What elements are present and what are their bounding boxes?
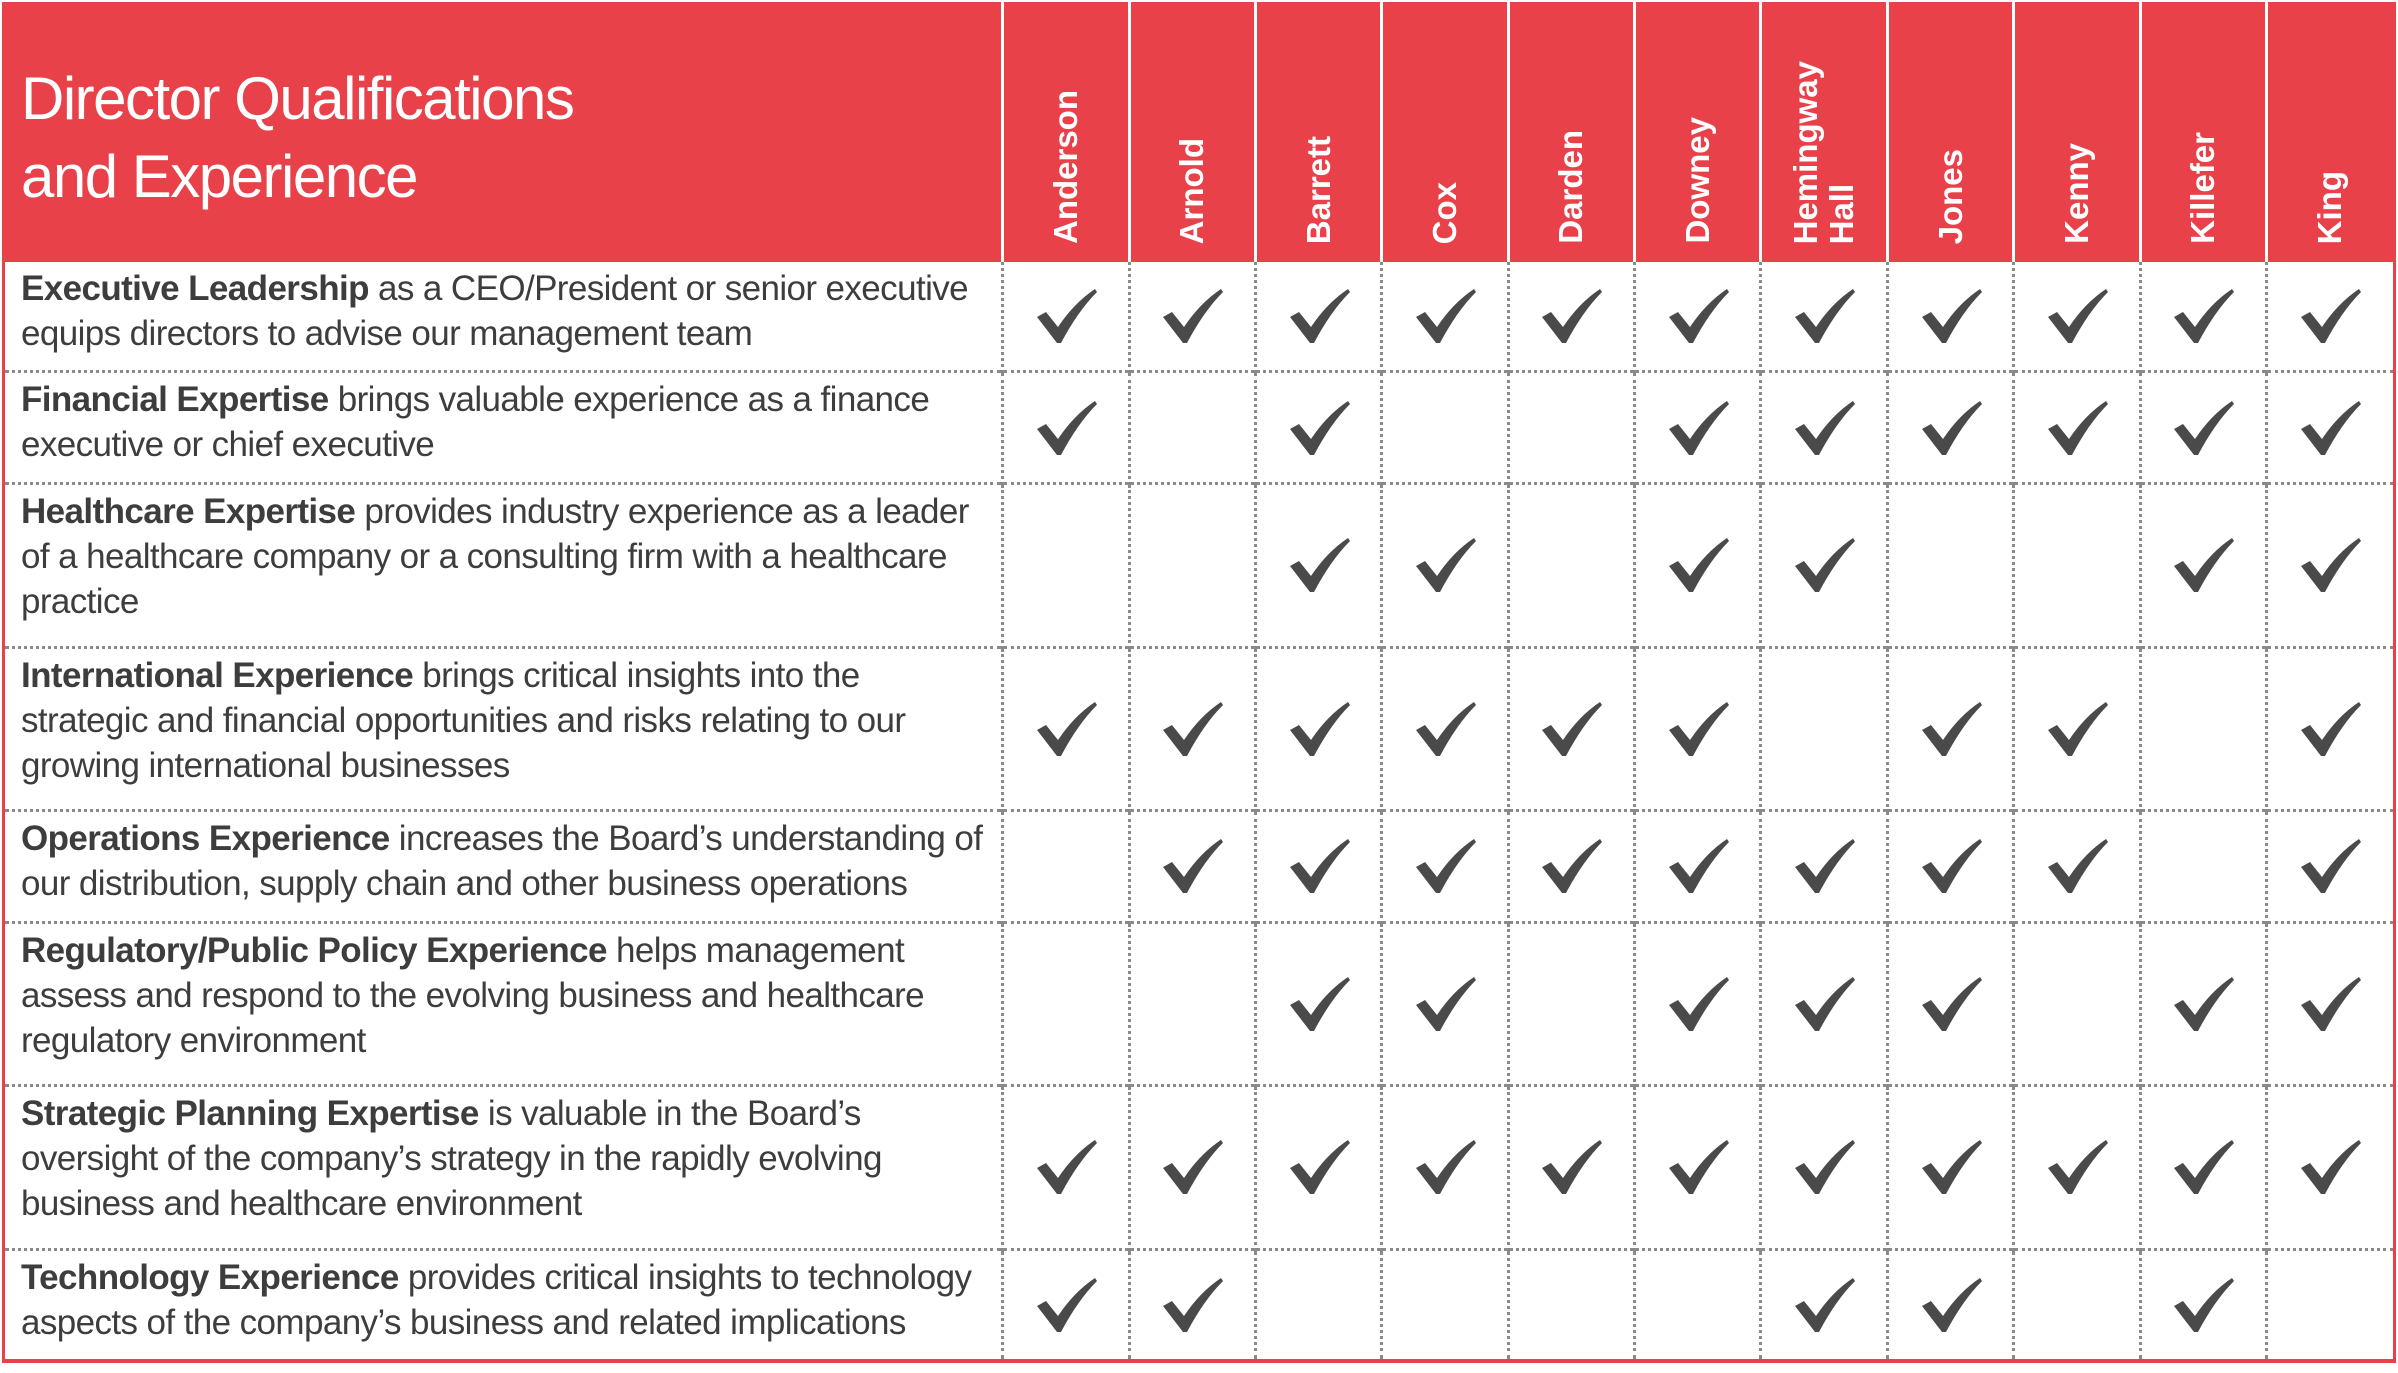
- check-cell: [1761, 262, 1887, 372]
- check-cell: [2266, 1086, 2393, 1249]
- check-cell: [1887, 372, 2013, 484]
- check-cell: [1761, 647, 1887, 810]
- checkmark-icon: [1919, 1276, 1983, 1334]
- check-cell: [1761, 372, 1887, 484]
- checkmark-icon: [1539, 837, 1603, 895]
- checkmark-icon: [2298, 837, 2362, 895]
- director-name: Anderson: [1046, 89, 1084, 244]
- qualification-detail: as a CEO/President or senior executive equips directors to advise our management team: [21, 269, 969, 353]
- checkmark-icon: [1666, 1138, 1730, 1196]
- check-cell: [2140, 484, 2266, 647]
- check-cell: [1635, 1249, 1761, 1359]
- checkmark-icon: [1287, 975, 1351, 1033]
- check-cell: [1129, 647, 1255, 810]
- qualification-row-international-experience: [5, 647, 2393, 810]
- check-cell: [1382, 922, 1508, 1085]
- check-cell: [1887, 922, 2013, 1085]
- checkmark-icon: [2171, 536, 2235, 594]
- check-cell: [1255, 262, 1381, 372]
- check-cell: [1255, 1086, 1381, 1249]
- check-cell: [1508, 810, 1634, 922]
- check-cell: [1382, 262, 1508, 372]
- checkmark-icon: [1413, 536, 1477, 594]
- check-cell: [1382, 372, 1508, 484]
- check-cell: [2014, 372, 2140, 484]
- check-cell: [1382, 810, 1508, 922]
- qualification-name: International Experience: [21, 655, 414, 695]
- check-cell: [2014, 810, 2140, 922]
- checkmark-icon: [1413, 700, 1477, 758]
- check-cell: [1635, 372, 1761, 484]
- check-cell: [1508, 647, 1634, 810]
- checkmark-icon: [1160, 1138, 1224, 1196]
- checkmark-icon: [1792, 837, 1856, 895]
- qualification-row-operations-experience: [5, 810, 2393, 922]
- checkmark-icon: [1539, 287, 1603, 345]
- checkmark-icon: [1919, 700, 1983, 758]
- matrix-body: [5, 262, 2393, 1359]
- checkmark-icon: [1413, 975, 1477, 1033]
- checkmark-icon: [2298, 536, 2362, 594]
- director-header: [2266, 2, 2393, 262]
- check-cell: [2140, 647, 2266, 810]
- check-cell: [1887, 262, 2013, 372]
- check-cell: [2266, 372, 2393, 484]
- director-name: Darden: [1552, 130, 1590, 244]
- director-header-wrap: [2268, 2, 2393, 262]
- checkmark-icon: [1413, 837, 1477, 895]
- checkmark-icon: [1919, 399, 1983, 457]
- qualification-detail: is valuable in the Board’s oversight of the company’s strategy in the rapidly evolving business and healthcare environment: [21, 1094, 882, 1224]
- checkmark-icon: [1287, 837, 1351, 895]
- checkmark-icon: [1666, 975, 1730, 1033]
- check-cell: [1129, 484, 1255, 647]
- checkmark-icon: [1160, 837, 1224, 895]
- qualification-name: Strategic Planning Expertise: [21, 1094, 479, 1134]
- check-cell: [1003, 262, 1129, 372]
- checkmark-icon: [1287, 1138, 1351, 1196]
- check-cell: [1255, 1249, 1381, 1359]
- checkmark-icon: [1034, 700, 1098, 758]
- title-cell: [5, 2, 1003, 262]
- checkmark-icon: [1160, 1276, 1224, 1334]
- checkmark-icon: [1792, 399, 1856, 457]
- checkmark-icon: [1287, 399, 1351, 457]
- checkmark-icon: [1792, 287, 1856, 345]
- checkmark-icon: [1792, 975, 1856, 1033]
- check-cell: [1255, 484, 1381, 647]
- check-cell: [1635, 484, 1761, 647]
- director-header: [1255, 2, 1381, 262]
- qualification-name: Operations Experience: [21, 818, 390, 858]
- check-cell: [1003, 647, 1129, 810]
- check-cell: [1255, 372, 1381, 484]
- check-cell: [1761, 810, 1887, 922]
- director-name: King: [2311, 170, 2349, 244]
- checkmark-icon: [1792, 1138, 1856, 1196]
- check-cell: [1508, 922, 1634, 1085]
- qualification-detail: brings critical insights into the strategic and financial opportunities and risks relating to our growing international businesses: [21, 655, 906, 785]
- check-cell: [1508, 484, 1634, 647]
- qualification-row-regulatory-public-policy-experience: [5, 922, 2393, 1085]
- check-cell: [2140, 922, 2266, 1085]
- director-header: [1887, 2, 2013, 262]
- director-header: [1761, 2, 1887, 262]
- checkmark-icon: [1919, 837, 1983, 895]
- checkmark-icon: [2298, 287, 2362, 345]
- check-cell: [1382, 647, 1508, 810]
- checkmark-icon: [1413, 1138, 1477, 1196]
- check-cell: [2014, 262, 2140, 372]
- qualifications-table: [5, 2, 2393, 1359]
- check-cell: [1761, 1249, 1887, 1359]
- checkmark-icon: [1287, 700, 1351, 758]
- checkmark-icon: [2045, 287, 2109, 345]
- director-header-wrap: [1636, 2, 1759, 262]
- qualification-description: [5, 1086, 1003, 1249]
- qualification-name: Executive Leadership: [21, 269, 369, 308]
- checkmark-icon: [1034, 1276, 1098, 1334]
- checkmark-icon: [1792, 1276, 1856, 1334]
- check-cell: [1635, 262, 1761, 372]
- director-name: Cox: [1426, 181, 1464, 244]
- director-header: [1635, 2, 1761, 262]
- checkmark-icon: [1287, 536, 1351, 594]
- qualification-row-strategic-planning-expertise: [5, 1086, 2393, 1249]
- checkmark-icon: [1034, 1138, 1098, 1196]
- qualification-row-healthcare-expertise: [5, 484, 2393, 647]
- check-cell: [1508, 1249, 1634, 1359]
- checkmark-icon: [1034, 399, 1098, 457]
- checkmark-icon: [2171, 975, 2235, 1033]
- check-cell: [1887, 1086, 2013, 1249]
- check-cell: [1003, 1086, 1129, 1249]
- director-name: Downey: [1678, 117, 1716, 244]
- director-name: Jones: [1931, 148, 1969, 244]
- checkmark-icon: [2298, 700, 2362, 758]
- checkmark-icon: [2171, 287, 2235, 345]
- check-cell: [1761, 922, 1887, 1085]
- qualification-description: [5, 810, 1003, 922]
- check-cell: [2266, 810, 2393, 922]
- checkmark-icon: [1539, 1138, 1603, 1196]
- director-name: Hemingway Hall: [1787, 60, 1861, 244]
- director-header-wrap: [2015, 2, 2138, 262]
- qualification-row-financial-expertise: [5, 372, 2393, 484]
- director-name: Kenny: [2057, 143, 2095, 244]
- check-cell: [1129, 1086, 1255, 1249]
- check-cell: [1508, 1086, 1634, 1249]
- checkmark-icon: [2171, 399, 2235, 457]
- check-cell: [1129, 262, 1255, 372]
- director-header: [1382, 2, 1508, 262]
- qualification-name: Healthcare Expertise: [21, 492, 356, 532]
- check-cell: [1887, 647, 2013, 810]
- check-cell: [2140, 372, 2266, 484]
- checkmark-icon: [2298, 1138, 2362, 1196]
- check-cell: [1635, 922, 1761, 1085]
- checkmark-icon: [1666, 287, 1730, 345]
- check-cell: [1887, 484, 2013, 647]
- check-cell: [1635, 810, 1761, 922]
- qualification-detail: helps management assess and respond to the evolving business and healthcare regulatory environment: [21, 930, 925, 1060]
- director-name: Arnold: [1173, 137, 1211, 244]
- check-cell: [1003, 922, 1129, 1085]
- check-cell: [2140, 1086, 2266, 1249]
- checkmark-icon: [1287, 287, 1351, 345]
- checkmark-icon: [1919, 287, 1983, 345]
- qualification-description: [5, 1249, 1003, 1359]
- director-header-wrap: [1004, 2, 1127, 262]
- check-cell: [2266, 1249, 2393, 1359]
- checkmark-icon: [2045, 700, 2109, 758]
- check-cell: [1887, 810, 2013, 922]
- check-cell: [1003, 1249, 1129, 1359]
- qualification-detail: provides critical insights to technology aspects of the company’s business and related implications: [21, 1257, 972, 1342]
- check-cell: [1382, 484, 1508, 647]
- check-cell: [2140, 262, 2266, 372]
- check-cell: [2014, 1086, 2140, 1249]
- check-cell: [2014, 484, 2140, 647]
- qualification-detail: increases the Board’s understanding of our distribution, supply chain and other business operations: [21, 818, 983, 903]
- check-cell: [1382, 1086, 1508, 1249]
- qualification-name: Regulatory/Public Policy Experience: [21, 930, 607, 970]
- check-cell: [2266, 484, 2393, 647]
- director-name: Killefer: [2184, 132, 2222, 244]
- qualification-description: [5, 647, 1003, 810]
- check-cell: [1508, 262, 1634, 372]
- director-header-wrap: [1131, 2, 1254, 262]
- qualification-description: [5, 262, 1003, 372]
- check-cell: [2140, 1249, 2266, 1359]
- check-cell: [1129, 1249, 1255, 1359]
- checkmark-icon: [1160, 700, 1224, 758]
- director-name: Barrett: [1299, 135, 1337, 244]
- qualification-name: Technology Experience: [21, 1257, 399, 1297]
- header-row: [5, 2, 2393, 262]
- checkmark-icon: [2045, 399, 2109, 457]
- qualification-detail: provides industry experience as a leader of a healthcare company or a consulting firm with a healthcare practice: [21, 492, 969, 622]
- check-cell: [1508, 372, 1634, 484]
- checkmark-icon: [1034, 287, 1098, 345]
- page-title-line-1: Director Qualifications: [21, 65, 574, 132]
- check-cell: [1003, 484, 1129, 647]
- qualification-name: Financial Expertise: [21, 380, 329, 420]
- check-cell: [2140, 810, 2266, 922]
- check-cell: [1635, 647, 1761, 810]
- director-header: [2140, 2, 2266, 262]
- director-header-wrap: [1510, 2, 1633, 262]
- checkmark-icon: [1413, 287, 1477, 345]
- qualification-description: [5, 922, 1003, 1085]
- checkmark-icon: [1539, 700, 1603, 758]
- qualifications-matrix: [2, 2, 2396, 1363]
- check-cell: [1255, 922, 1381, 1085]
- checkmark-icon: [2045, 1138, 2109, 1196]
- check-cell: [2014, 1249, 2140, 1359]
- checkmark-icon: [1919, 975, 1983, 1033]
- qualification-row-executive-leadership: [5, 262, 2393, 372]
- checkmark-icon: [1160, 287, 1224, 345]
- check-cell: [1761, 1086, 1887, 1249]
- check-cell: [1255, 647, 1381, 810]
- checkmark-icon: [1666, 837, 1730, 895]
- qualification-description: [5, 372, 1003, 484]
- check-cell: [1761, 484, 1887, 647]
- check-cell: [1003, 810, 1129, 922]
- check-cell: [1129, 810, 1255, 922]
- director-header-wrap: [1762, 2, 1885, 262]
- director-header-wrap: [1257, 2, 1380, 262]
- check-cell: [1129, 922, 1255, 1085]
- checkmark-icon: [2171, 1138, 2235, 1196]
- check-cell: [1255, 810, 1381, 922]
- checkmark-icon: [1666, 700, 1730, 758]
- checkmark-icon: [1792, 536, 1856, 594]
- director-header: [1508, 2, 1634, 262]
- director-header: [2014, 2, 2140, 262]
- check-cell: [2266, 647, 2393, 810]
- qualification-row-technology-experience: [5, 1249, 2393, 1359]
- check-cell: [1003, 372, 1129, 484]
- check-cell: [2014, 922, 2140, 1085]
- director-header-wrap: [1889, 2, 2012, 262]
- check-cell: [2266, 922, 2393, 1085]
- checkmark-icon: [2298, 975, 2362, 1033]
- check-cell: [2266, 262, 2393, 372]
- director-header-wrap: [2142, 2, 2265, 262]
- checkmark-icon: [2045, 837, 2109, 895]
- check-cell: [1382, 1249, 1508, 1359]
- check-cell: [1635, 1086, 1761, 1249]
- checkmark-icon: [2171, 1276, 2235, 1334]
- page-title-line-2: and Experience: [21, 143, 417, 210]
- director-header: [1129, 2, 1255, 262]
- check-cell: [1129, 372, 1255, 484]
- checkmark-icon: [1666, 399, 1730, 457]
- checkmark-icon: [2298, 399, 2362, 457]
- qualification-detail: brings valuable experience as a finance executive or chief executive: [21, 380, 930, 465]
- qualification-description: [5, 484, 1003, 647]
- check-cell: [2014, 647, 2140, 810]
- checkmark-icon: [1919, 1138, 1983, 1196]
- director-header: [1003, 2, 1129, 262]
- director-header-wrap: [1383, 2, 1506, 262]
- check-cell: [1887, 1249, 2013, 1359]
- checkmark-icon: [1666, 536, 1730, 594]
